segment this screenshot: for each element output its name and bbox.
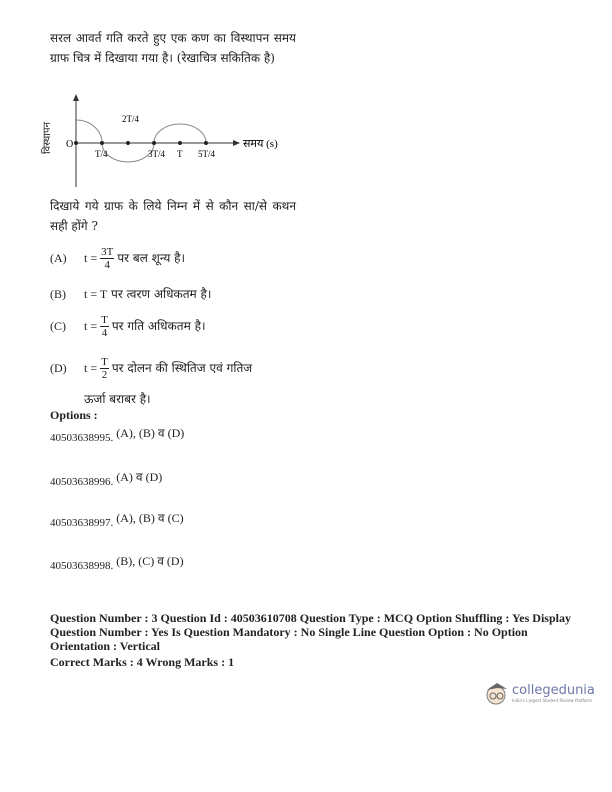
logo-name: collegedunia (512, 682, 595, 698)
fraction-denominator: 4 (104, 259, 110, 271)
question-meta-line-1: Question Number : 3 Question Id : 40503610708 Question Type : MCQ Option Shuffling : Yes Display (50, 611, 571, 625)
marks-info: Correct Marks : 4 Wrong Marks : 1 (50, 655, 235, 669)
statement-expression: t = (84, 251, 98, 265)
option-text: (B), (C) व (D) (116, 554, 184, 568)
option-text: (A), (B) व (D) (116, 426, 185, 440)
option-id: 40503638998. (50, 560, 114, 572)
statement-label: (D) (50, 361, 67, 375)
logo-text (512, 684, 595, 703)
tick-label-3T4: 3T/4 (148, 149, 165, 159)
fraction-denominator: 4 (101, 327, 108, 339)
tick-label-T: T (177, 149, 183, 159)
option-id: 40503638995. (50, 432, 114, 444)
fraction (100, 356, 109, 381)
statement-text: पर दोलन की स्थितिज एवं गतिज (111, 361, 253, 375)
option-2[interactable] (50, 472, 162, 489)
option-3[interactable] (50, 513, 184, 530)
option-4[interactable] (50, 556, 184, 573)
x-axis-label: समय (s) (243, 138, 278, 150)
fraction-numerator: 3T (101, 246, 114, 258)
statement-expression: t = T (84, 287, 108, 301)
fraction-numerator: T (101, 314, 108, 326)
question-stem: सरल आवर्त गति करते हुए एक कण का विस्थापन समय ग्राफ चित्र में दिखाया गया है। (रेखाचित्र सकितिक है) (50, 31, 296, 65)
statement-d-continued: ऊर्जा बराबर है। (84, 392, 151, 406)
options-heading: Options : (50, 408, 98, 422)
option-id: 40503638996. (50, 476, 114, 488)
question-prompt: दिखाये गये ग्राफ के लिये निम्न में से कौन सा/से कथन सही होंगे ? (50, 199, 296, 233)
x-axis-arrow-icon (233, 140, 240, 146)
statement-d (50, 356, 252, 381)
origin-label: O (66, 139, 74, 150)
statement-text: पर गति अधिकतम है। (111, 319, 206, 333)
fraction-denominator: 2 (101, 369, 108, 381)
statement-label: (B) (50, 287, 66, 301)
statement-c (50, 314, 206, 339)
y-axis-arrow-icon (73, 94, 79, 101)
y-axis-label: विस्थापन (42, 121, 53, 154)
displacement-time-graph (40, 92, 300, 192)
statement-text: पर त्वरण अधिकतम है। (111, 287, 212, 301)
option-text: (A), (B) व (C) (116, 511, 184, 525)
statement-text: पर बल शून्य है। (117, 251, 186, 265)
tick-label-2T4: 2T/4 (122, 114, 139, 124)
tick-label-5T4: 5T/4 (198, 149, 215, 159)
question-meta-line-2: Question Number : Yes Is Question Mandatory : No Single Line Question Option : No Option (50, 625, 528, 639)
statement-label: (A) (50, 251, 67, 265)
logo-tagline: India's Largest Student Review Platform (512, 697, 592, 703)
fraction-numerator: T (101, 356, 108, 368)
statement-a (50, 246, 185, 271)
mascot-icon (483, 680, 509, 706)
tick-label-T4: T/4 (95, 149, 108, 159)
fraction (100, 314, 109, 339)
option-1[interactable] (50, 428, 184, 445)
question-meta-line-3: Orientation : Vertical (50, 639, 160, 653)
statement-label: (C) (50, 319, 66, 333)
option-text: (A) व (D) (116, 470, 163, 484)
statement-expression: t = (84, 319, 98, 333)
fraction (100, 246, 114, 271)
statement-expression: t = (84, 361, 98, 375)
option-id: 40503638997. (50, 517, 114, 529)
statement-b (50, 285, 211, 302)
collegedunia-logo (483, 680, 595, 706)
